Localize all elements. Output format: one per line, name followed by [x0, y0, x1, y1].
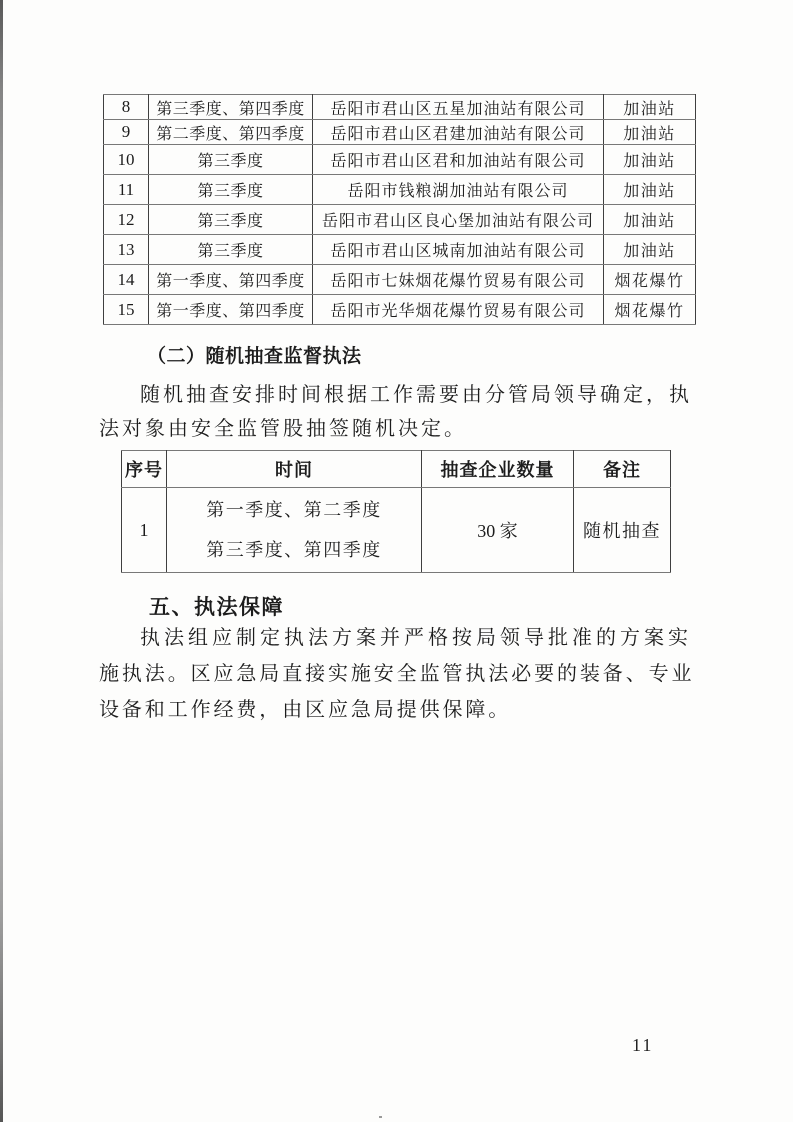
row-number-cell: 14 [104, 265, 149, 295]
section-heading-random-inspection: （二）随机抽查监督执法 [147, 346, 362, 367]
table-row [104, 265, 696, 295]
scan-speck [379, 1116, 382, 1118]
header-number-cell: 序号 [122, 451, 167, 488]
row-time-cell [167, 488, 422, 573]
row-type-cell: 烟花爆竹 [604, 265, 696, 295]
enforcement-support-paragraph [99, 620, 699, 728]
planned-inspection-table [103, 94, 696, 325]
row-number-cell: 8 [104, 95, 149, 120]
row-time-cell: 第一季度、第四季度 [149, 295, 313, 325]
table-row [104, 175, 696, 205]
row-number-cell: 1 [122, 488, 167, 573]
paragraph-line: 法对象由安全监管股抽签随机决定。 [99, 418, 467, 440]
row-time-cell: 第三季度 [149, 175, 313, 205]
row-number-cell: 10 [104, 145, 149, 175]
table-row [122, 488, 671, 573]
page-number: 11 [632, 1035, 654, 1055]
row-company-cell: 岳阳市君山区城南加油站有限公司 [313, 235, 604, 265]
row-number-cell: 9 [104, 120, 149, 145]
random-inspection-paragraph [99, 378, 699, 446]
row-number-cell: 11 [104, 175, 149, 205]
header-time-cell: 时间 [167, 451, 422, 488]
row-count-cell: 30 家 [422, 488, 574, 573]
paragraph-line: 随机抽查安排时间根据工作需要由分管局领导确定，执 [140, 384, 692, 406]
table-row [104, 145, 696, 175]
row-type-cell: 加油站 [604, 145, 696, 175]
table-row [104, 235, 696, 265]
paragraph-line: 设备和工作经费，由区应急局提供保障。 [99, 699, 512, 721]
header-count-cell: 抽查企业数量 [422, 451, 574, 488]
row-company-cell: 岳阳市君山区君和加油站有限公司 [313, 145, 604, 175]
row-note-cell: 随机抽查 [574, 488, 671, 573]
table-row [104, 295, 696, 325]
time-line: 第一季度、第二季度 [206, 500, 382, 520]
row-company-cell: 岳阳市钱粮湖加油站有限公司 [313, 175, 604, 205]
time-line: 第三季度、第四季度 [206, 540, 382, 560]
section-heading-enforcement-support: 五、执法保障 [149, 595, 284, 619]
row-time-cell: 第三季度 [149, 235, 313, 265]
row-type-cell: 加油站 [604, 95, 696, 120]
table-row [104, 120, 696, 145]
row-time-cell: 第一季度、第四季度 [149, 265, 313, 295]
row-type-cell: 烟花爆竹 [604, 295, 696, 325]
row-time-cell: 第三季度、第四季度 [149, 95, 313, 120]
row-time-cell: 第三季度 [149, 205, 313, 235]
row-number-cell: 13 [104, 235, 149, 265]
row-company-cell: 岳阳市光华烟花爆竹贸易有限公司 [313, 295, 604, 325]
row-number-cell: 12 [104, 205, 149, 235]
row-type-cell: 加油站 [604, 205, 696, 235]
row-company-cell: 岳阳市七妹烟花爆竹贸易有限公司 [313, 265, 604, 295]
row-type-cell: 加油站 [604, 235, 696, 265]
row-company-cell: 岳阳市君山区五星加油站有限公司 [313, 95, 604, 120]
row-time-cell: 第三季度 [149, 145, 313, 175]
row-company-cell: 岳阳市君山区君建加油站有限公司 [313, 120, 604, 145]
row-type-cell: 加油站 [604, 175, 696, 205]
table-header-row [122, 451, 671, 488]
paragraph-line: 执法组应制定执法方案并严格按局领导批准的方案实 [140, 627, 692, 649]
header-note-cell: 备注 [574, 451, 671, 488]
table-row [104, 95, 696, 120]
random-inspection-table [121, 450, 671, 573]
table-row [104, 205, 696, 235]
row-number-cell: 15 [104, 295, 149, 325]
row-type-cell: 加油站 [604, 120, 696, 145]
row-company-cell: 岳阳市君山区良心堡加油站有限公司 [313, 205, 604, 235]
row-time-cell: 第二季度、第四季度 [149, 120, 313, 145]
scan-edge-artifact [0, 0, 3, 1122]
paragraph-line: 施执法。区应急局直接实施安全监管执法必要的装备、专业 [99, 663, 695, 685]
